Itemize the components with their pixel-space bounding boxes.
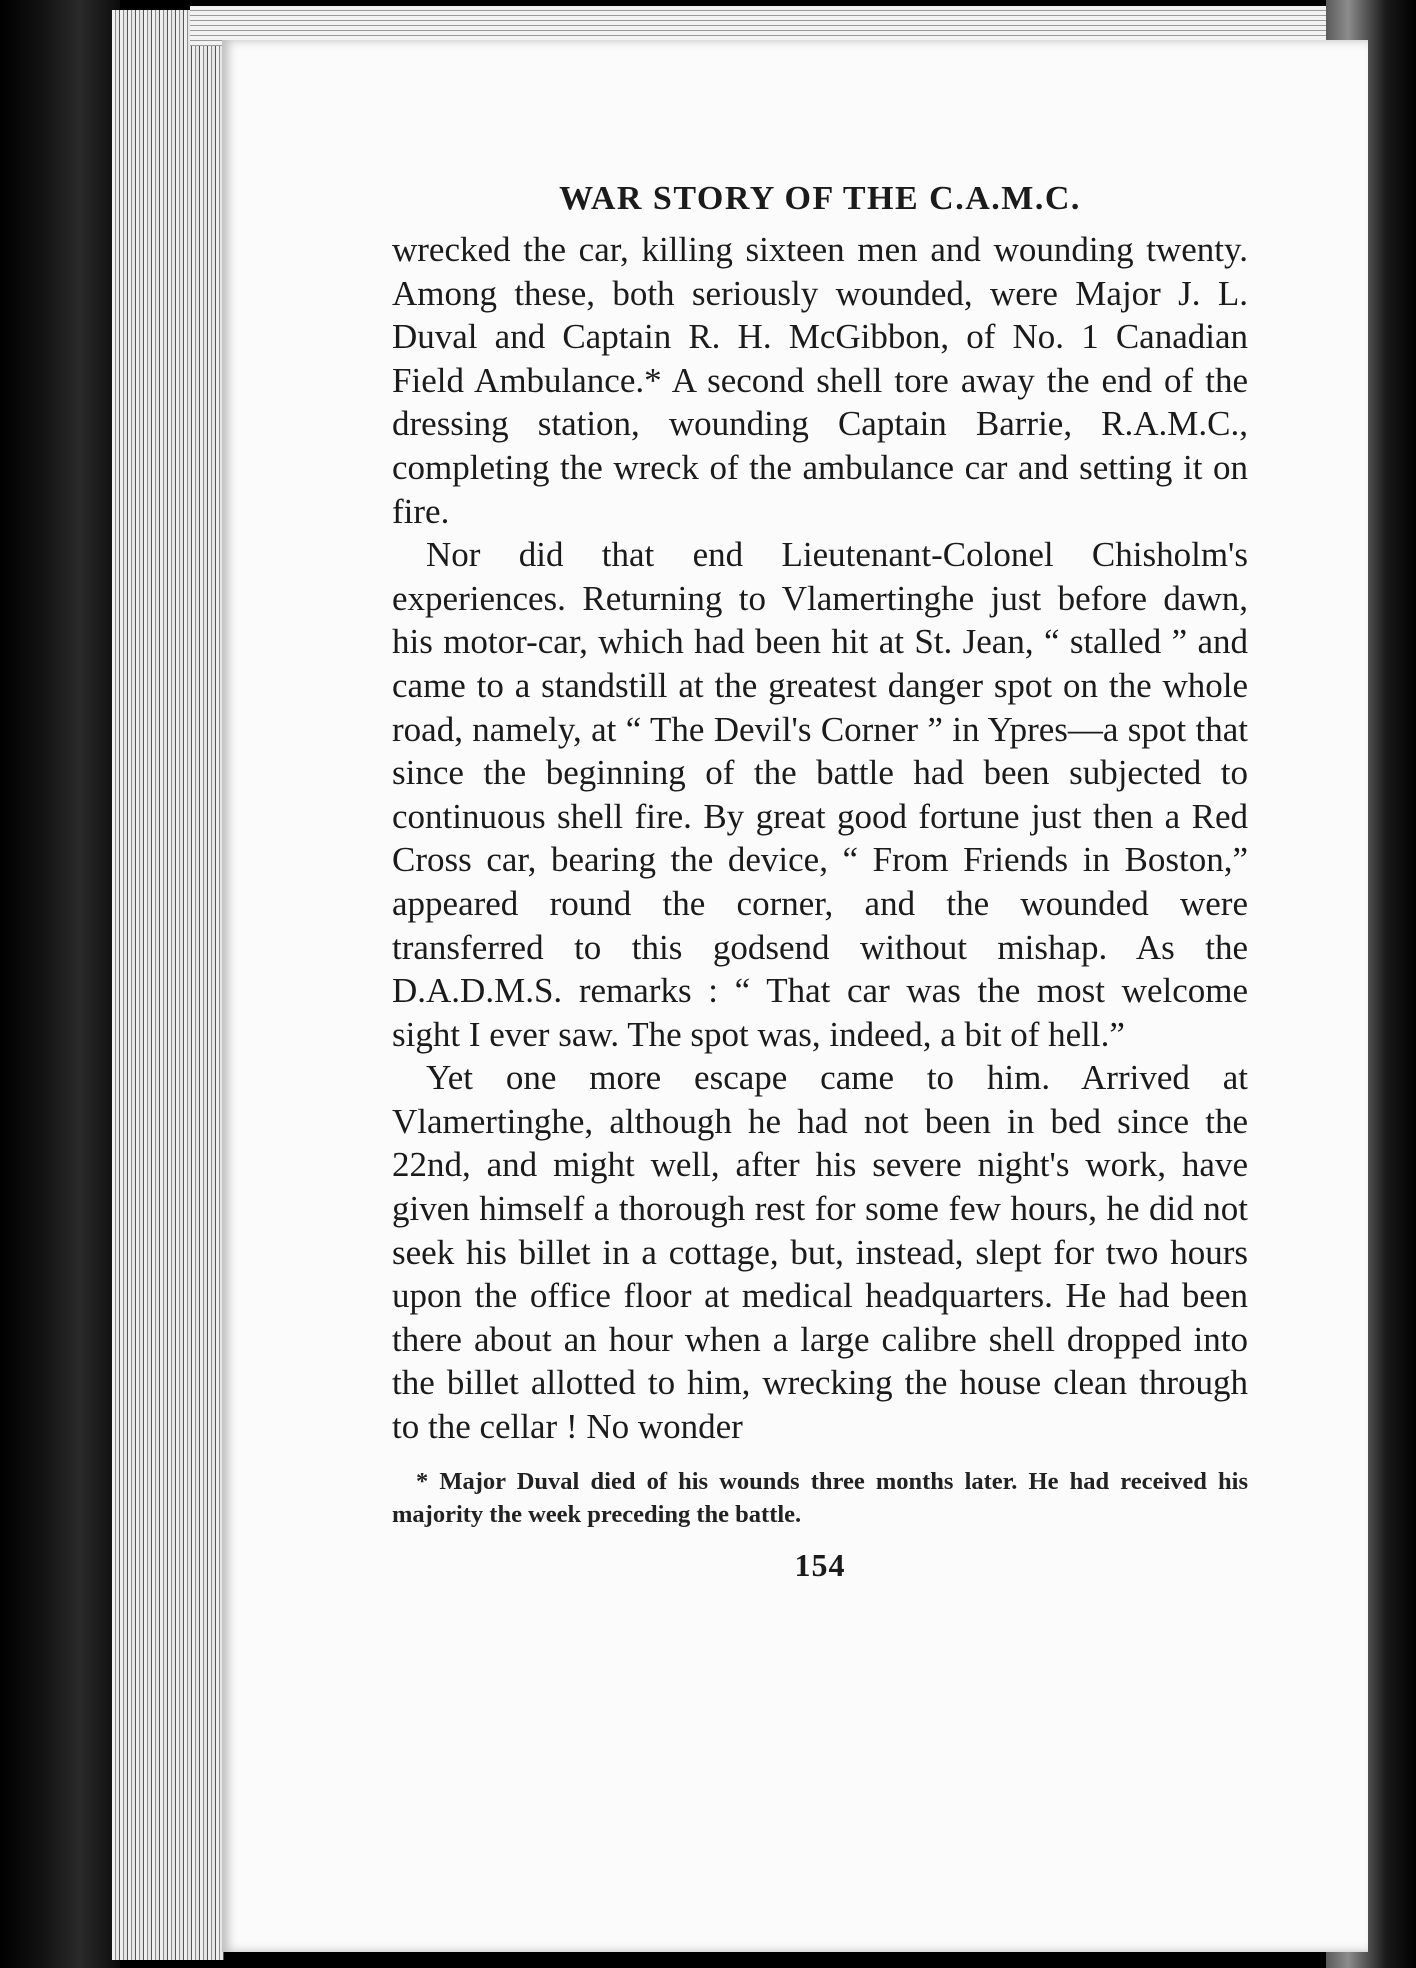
paragraph-1: wrecked the car, killing sixteen men and wounding twenty. Among these, both seriously wounded, were Major J. L. Duval and Captain R. H. McGibbon, of No. 1 Canadian Field Ambulance.* A second shell tore away the end of the dressing station, wounding Captain Barrie, R.A.M.C., completing the wreck of the ambulance car and setting it on fire. — [392, 230, 1248, 531]
paragraph-3: Yet one more escape came to him. Arrived at Vlamertinghe, although he had not been in bed since the 22nd, and might well, after his severe night's work, have given himself a thorough rest for some few hours, he did not seek his billet in a cottage, but, instead, slept for two hours upon the office floor at medical headquarters. He had been there about an hour when a large calibre shell dropped into the billet allotted to him, wrecking the house clean through to the cellar ! No wonder — [392, 1058, 1248, 1447]
footnote: * Major Duval died of his wounds three months later. He had received his majority the week preceding the battle. — [392, 1467, 1248, 1528]
running-head: WAR STORY OF THE C.A.M.C. — [559, 180, 1081, 217]
page-number: 154 — [794, 1546, 846, 1583]
page-sheet — [222, 40, 1368, 1952]
book-spine — [0, 0, 120, 1968]
page-edges — [112, 10, 224, 1960]
paragraph-2: Nor did that end Lieutenant-Colonel Chisholm's experiences. Returning to Vlamertinghe just before dawn, his motor-car, which had been hit at St. Jean, “ stalled ” and came to a standstill at the greatest danger spot on the whole road, namely, at “ The Devil's Corner ” in Ypres—a spot that since the beginning of the battle had been subjected to continuous shell fire. By great good fortune just then a Red Cross car, bearing the device, “ From Friends in Boston,” appeared round the corner, and the wounded were transferred to this godsend without mishap. As the D.A.D.M.S. remarks : “ That car was the most welcome sight I ever saw. The spot was, indeed, a bit of hell.” — [392, 535, 1248, 1054]
page-content — [392, 178, 1248, 1584]
